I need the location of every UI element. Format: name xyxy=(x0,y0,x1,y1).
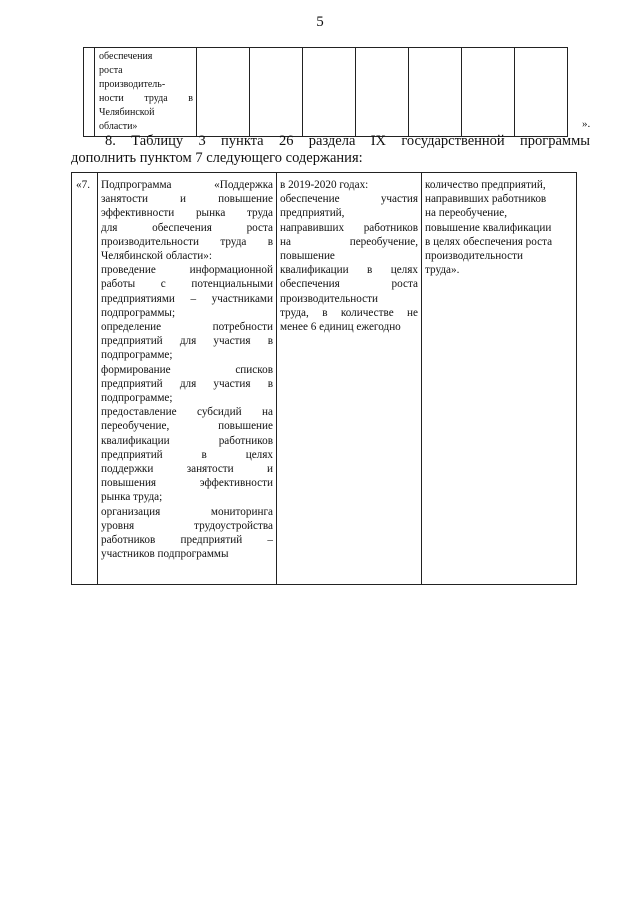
measures-lines xyxy=(101,178,273,561)
instruction-line: дополнить пунктом 7 следующего содержания: xyxy=(71,150,363,166)
text-line: на переобучение, xyxy=(280,235,418,248)
text-line: производительности xyxy=(425,250,523,263)
text-line: количество предприятий, xyxy=(425,179,546,191)
text-line: эффективности рынка труда xyxy=(101,207,273,220)
text-line: подпрограммы; xyxy=(101,306,176,319)
text-line: направивших работников xyxy=(425,193,547,206)
text-line: обеспечение участия xyxy=(280,193,418,206)
text-line: участников подпрограммы xyxy=(101,548,229,561)
instruction-line: 8. Таблицу 3 пункта 26 раздела IX государственной программы xyxy=(105,133,590,149)
table-cell-empty xyxy=(84,48,95,137)
text-line: труда». xyxy=(425,264,460,277)
text-line: занятости и повышение xyxy=(101,193,273,206)
text-line: квалификации в целях xyxy=(280,264,418,277)
text-line: в целях обеспечения роста xyxy=(425,235,553,248)
text-line: Челябинской области»: xyxy=(101,250,212,263)
text-line: организация мониторинга xyxy=(101,505,273,518)
results-cell xyxy=(277,173,422,585)
text-line: направивших работников xyxy=(280,221,418,234)
table-cell-empty xyxy=(515,48,568,137)
text-line: производительности труда в xyxy=(101,235,273,248)
table-cell-empty xyxy=(462,48,515,137)
text-line: предприятий, xyxy=(280,207,345,220)
text-line: подпрограмме; xyxy=(101,392,173,405)
text-line: производительности xyxy=(280,292,378,305)
text-line: проведение информационной xyxy=(101,264,273,277)
indicator-cell xyxy=(422,173,577,585)
table-cell-empty xyxy=(197,48,250,137)
text-line: менее 6 единиц ежегодно xyxy=(280,321,401,334)
text-line: обеспечения роста xyxy=(280,278,418,291)
table-cell-empty xyxy=(250,48,303,137)
text-line: уровня трудоустройства xyxy=(101,519,273,532)
text-line: работы с потенциальными xyxy=(101,278,273,291)
page-number: 5 xyxy=(316,14,324,30)
table-cell-empty xyxy=(356,48,409,137)
cell-lines xyxy=(99,50,193,134)
text-line: повышение квалификации xyxy=(425,221,552,234)
text-line: ности труда в xyxy=(99,93,193,104)
text-line: предоставление субсидий на xyxy=(101,406,273,419)
table-cell-text xyxy=(95,48,197,137)
text-line: предприятий в целях xyxy=(101,448,273,461)
row-number: «7. xyxy=(72,173,98,585)
text-line: труда, в количестве не xyxy=(280,306,418,319)
text-line: Подпрограмма «Поддержка xyxy=(101,179,273,191)
text-line: повышения эффективности xyxy=(101,477,273,490)
program-table xyxy=(71,172,577,585)
text-line: работников предприятий – xyxy=(101,534,273,547)
text-line: для обеспечения роста xyxy=(101,221,273,234)
text-line: квалификации работников xyxy=(101,434,273,447)
text-line: повышение xyxy=(280,250,335,263)
table-cell-empty xyxy=(303,48,356,137)
results-lines xyxy=(280,178,418,334)
text-line: формирование списков xyxy=(101,363,273,376)
text-line: предприятий для участия в xyxy=(101,377,273,390)
text-line: области» xyxy=(99,121,138,132)
text-line: рынка труда; xyxy=(101,491,163,504)
text-line: производитель- xyxy=(99,79,166,90)
indicator-lines xyxy=(425,178,573,277)
closing-quote: ». xyxy=(582,118,591,130)
text-line: подпрограмме; xyxy=(101,349,173,362)
text-line: предприятий для участия в xyxy=(101,335,273,348)
table-cell-empty xyxy=(409,48,462,137)
text-line: Челябинской xyxy=(99,107,155,118)
text-line: поддержки занятости и xyxy=(101,463,273,476)
previous-table-continuation xyxy=(83,47,568,137)
text-line: обеспечения xyxy=(99,51,153,62)
text-line: переобучение, повышение xyxy=(101,420,273,433)
table-row xyxy=(72,173,577,585)
text-line: на переобучение, xyxy=(425,207,508,220)
text-line: роста xyxy=(99,65,123,76)
text-line: предприятиями – участниками xyxy=(101,292,273,305)
instruction-paragraph xyxy=(71,133,590,167)
text-line: в 2019-2020 годах: xyxy=(280,179,369,191)
measures-cell xyxy=(98,173,277,585)
text-line: определение потребности xyxy=(101,321,273,334)
